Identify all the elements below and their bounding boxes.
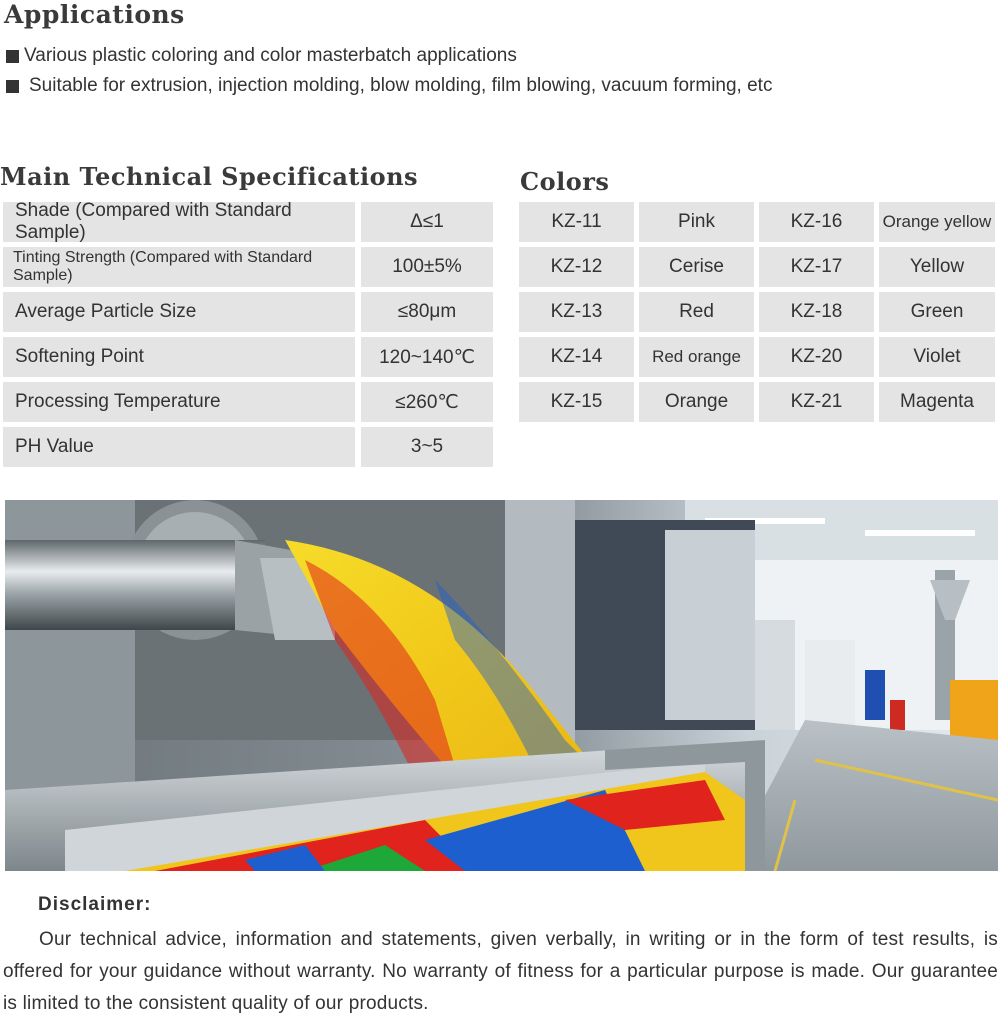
spec-label: PH Value xyxy=(3,427,355,467)
color-name: Pink xyxy=(639,202,754,242)
application-item xyxy=(6,75,772,97)
color-name: Yellow xyxy=(879,247,995,287)
color-row xyxy=(519,202,995,242)
color-code: KZ-17 xyxy=(759,247,874,287)
colors-grid xyxy=(519,202,995,427)
color-code: KZ-18 xyxy=(759,292,874,332)
color-name: Orange yellow xyxy=(879,202,995,242)
spec-value: 100±5% xyxy=(361,247,493,287)
spec-row xyxy=(3,292,493,332)
spec-value: ≤260℃ xyxy=(361,382,493,422)
square-bullet-icon xyxy=(6,50,19,63)
color-code: KZ-16 xyxy=(759,202,874,242)
spec-value: 3~5 xyxy=(361,427,493,467)
color-code: KZ-11 xyxy=(519,202,634,242)
color-name: Violet xyxy=(879,337,995,377)
color-code: KZ-20 xyxy=(759,337,874,377)
spec-value: ≤80μm xyxy=(361,292,493,332)
color-code: KZ-21 xyxy=(759,382,874,422)
spec-row xyxy=(3,427,493,467)
color-row xyxy=(519,382,995,422)
spec-row xyxy=(3,202,493,242)
color-row xyxy=(519,292,995,332)
square-bullet-icon xyxy=(6,80,19,93)
spec-value: 120~140℃ xyxy=(361,337,493,377)
application-item-text: Suitable for extrusion, injection molding, blow molding, film blowing, vacuum forming, etc xyxy=(29,75,773,96)
color-code: KZ-14 xyxy=(519,337,634,377)
factory-scene-illustration xyxy=(5,500,998,871)
spec-row xyxy=(3,382,493,422)
spec-label: Tinting Strength (Compared with Standard Sample) xyxy=(3,247,355,287)
spec-label: Softening Point xyxy=(3,337,355,377)
spec-row xyxy=(3,247,493,287)
spec-label: Shade (Compared with Standard Sample) xyxy=(3,202,355,242)
color-name: Green xyxy=(879,292,995,332)
disclaimer-title: Disclaimer: xyxy=(38,894,152,915)
specs-table xyxy=(3,202,493,472)
specs-title: Main Technical Specifications xyxy=(0,162,419,191)
spec-value: Δ≤1 xyxy=(361,202,493,242)
color-name: Red xyxy=(639,292,754,332)
color-row xyxy=(519,337,995,377)
color-code: KZ-12 xyxy=(519,247,634,287)
application-item xyxy=(6,45,517,67)
color-name: Magenta xyxy=(879,382,995,422)
color-name: Cerise xyxy=(639,247,754,287)
disclaimer-body: Our technical advice, information and statements, given verbally, in writing or in the form of test results, is offered for your guidance without warranty. No warranty of fitness for a particular purpose is made. Our guarantee is limited to the consistent quality of our products. xyxy=(3,929,998,1014)
application-item-text: Various plastic coloring and color masterbatch applications xyxy=(24,45,517,66)
color-row xyxy=(519,247,995,287)
factory-pellets-image xyxy=(5,500,998,871)
colors-title: Colors xyxy=(520,167,610,196)
color-name: Orange xyxy=(639,382,754,422)
color-code: KZ-13 xyxy=(519,292,634,332)
color-code: KZ-15 xyxy=(519,382,634,422)
spec-label: Processing Temperature xyxy=(3,382,355,422)
spec-label: Average Particle Size xyxy=(3,292,355,332)
color-name: Red orange xyxy=(639,337,754,377)
applications-title: Applications xyxy=(4,0,185,29)
spec-row xyxy=(3,337,493,377)
